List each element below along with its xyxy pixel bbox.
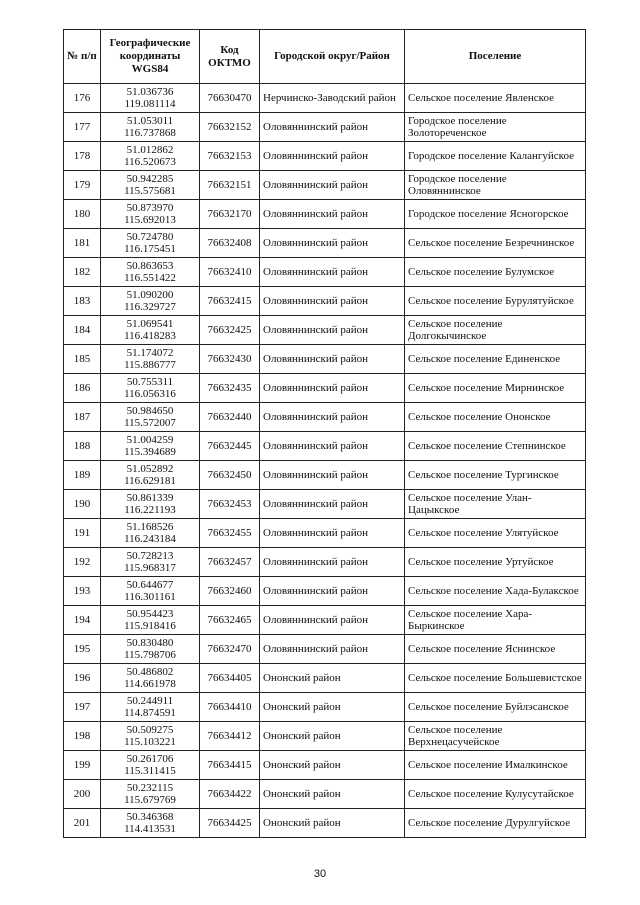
longitude: 115.394689 xyxy=(124,446,176,458)
row-settlement: Сельское поселение Буйлэсанское xyxy=(405,693,586,722)
row-oktmo-code: 76632153 xyxy=(200,142,260,171)
latitude: 50.984650 xyxy=(126,405,174,417)
row-number: 200 xyxy=(64,780,101,809)
row-oktmo-code: 76632465 xyxy=(200,606,260,635)
row-number: 186 xyxy=(64,374,101,403)
table-row xyxy=(64,461,586,490)
longitude: 115.575681 xyxy=(124,185,176,197)
longitude: 115.692013 xyxy=(124,214,176,226)
header-district: Городской округ/Район xyxy=(260,30,405,84)
row-coordinates xyxy=(101,113,200,142)
table-row xyxy=(64,287,586,316)
table-row xyxy=(64,606,586,635)
longitude: 116.221193 xyxy=(124,504,176,516)
row-district: Оловяннинский район xyxy=(260,374,405,403)
row-district: Оловяннинский район xyxy=(260,316,405,345)
longitude: 116.056316 xyxy=(124,388,176,400)
latitude: 51.052892 xyxy=(126,463,174,475)
row-number: 195 xyxy=(64,635,101,664)
table-row xyxy=(64,113,586,142)
table-row xyxy=(64,229,586,258)
row-district: Оловяннинский район xyxy=(260,345,405,374)
longitude: 116.243184 xyxy=(124,533,176,545)
settlements-table xyxy=(63,29,586,838)
table-row xyxy=(64,780,586,809)
row-oktmo-code: 76632460 xyxy=(200,577,260,606)
row-district: Ононский район xyxy=(260,722,405,751)
latitude: 50.755311 xyxy=(126,376,174,388)
row-coordinates xyxy=(101,519,200,548)
table-row xyxy=(64,809,586,838)
row-coordinates xyxy=(101,664,200,693)
table-row xyxy=(64,577,586,606)
longitude: 115.679769 xyxy=(124,794,176,806)
row-settlement: Сельское поселение Безречнинское xyxy=(405,229,586,258)
longitude: 116.175451 xyxy=(124,243,176,255)
table-row xyxy=(64,490,586,519)
table-row xyxy=(64,548,586,577)
row-number: 198 xyxy=(64,722,101,751)
row-coordinates xyxy=(101,142,200,171)
longitude: 116.329727 xyxy=(124,301,176,313)
row-coordinates xyxy=(101,577,200,606)
table-row xyxy=(64,432,586,461)
table-row xyxy=(64,200,586,229)
table-row xyxy=(64,374,586,403)
table-row xyxy=(64,345,586,374)
row-district: Оловяннинский район xyxy=(260,548,405,577)
row-settlement: Сельское поселение Ималкинское xyxy=(405,751,586,780)
row-oktmo-code: 76634405 xyxy=(200,664,260,693)
row-coordinates xyxy=(101,432,200,461)
longitude: 114.661978 xyxy=(124,678,176,690)
row-district: Оловяннинский район xyxy=(260,142,405,171)
row-settlement: Сельское поселение Ононское xyxy=(405,403,586,432)
row-district: Ононский район xyxy=(260,693,405,722)
table-row xyxy=(64,142,586,171)
row-district: Оловяннинский район xyxy=(260,229,405,258)
row-number: 182 xyxy=(64,258,101,287)
row-settlement: Сельское поселение Явленское xyxy=(405,84,586,113)
row-district: Оловяннинский район xyxy=(260,432,405,461)
row-district: Оловяннинский район xyxy=(260,287,405,316)
table-row xyxy=(64,171,586,200)
row-settlement: Сельское поселение Единенское xyxy=(405,345,586,374)
row-oktmo-code: 76632455 xyxy=(200,519,260,548)
row-number: 193 xyxy=(64,577,101,606)
longitude: 116.629181 xyxy=(124,475,176,487)
row-coordinates xyxy=(101,287,200,316)
table-row xyxy=(64,722,586,751)
row-coordinates xyxy=(101,809,200,838)
row-district: Оловяннинский район xyxy=(260,403,405,432)
latitude: 51.053011 xyxy=(126,115,174,127)
row-settlement: Сельское поселение Улан-Цацыкское xyxy=(405,490,586,519)
row-settlement: Сельское поселение Уртуйское xyxy=(405,548,586,577)
row-number: 201 xyxy=(64,809,101,838)
row-coordinates xyxy=(101,722,200,751)
row-coordinates xyxy=(101,635,200,664)
row-oktmo-code: 76634412 xyxy=(200,722,260,751)
latitude: 50.728213 xyxy=(126,550,174,562)
latitude: 51.012862 xyxy=(126,144,174,156)
row-oktmo-code: 76632435 xyxy=(200,374,260,403)
row-number: 178 xyxy=(64,142,101,171)
row-settlement: Городское поселение Калангуйское xyxy=(405,142,586,171)
row-district: Оловяннинский район xyxy=(260,258,405,287)
latitude: 50.232115 xyxy=(126,782,174,794)
table-body xyxy=(64,84,586,838)
latitude: 50.509275 xyxy=(126,724,174,736)
row-district: Оловяннинский район xyxy=(260,200,405,229)
table-row xyxy=(64,693,586,722)
table-row xyxy=(64,519,586,548)
row-settlement: Сельское поселение Бурулятуйское xyxy=(405,287,586,316)
row-oktmo-code: 76634415 xyxy=(200,751,260,780)
row-oktmo-code: 76632410 xyxy=(200,258,260,287)
row-number: 189 xyxy=(64,461,101,490)
row-settlement: Сельское поселение Верхнецасучейское xyxy=(405,722,586,751)
latitude: 50.261706 xyxy=(126,753,174,765)
row-settlement: Городское поселение Оловяннинское xyxy=(405,171,586,200)
longitude: 116.737868 xyxy=(124,127,176,139)
longitude: 116.551422 xyxy=(124,272,176,284)
latitude: 51.090200 xyxy=(126,289,174,301)
row-district: Нерчинско-Заводский район xyxy=(260,84,405,113)
row-number: 179 xyxy=(64,171,101,200)
row-oktmo-code: 76632425 xyxy=(200,316,260,345)
row-oktmo-code: 76632152 xyxy=(200,113,260,142)
longitude: 119.081114 xyxy=(124,98,176,110)
row-coordinates xyxy=(101,229,200,258)
row-coordinates xyxy=(101,548,200,577)
row-district: Оловяннинский район xyxy=(260,490,405,519)
latitude: 50.346368 xyxy=(126,811,174,823)
latitude: 50.724780 xyxy=(126,231,174,243)
row-oktmo-code: 76632430 xyxy=(200,345,260,374)
row-number: 180 xyxy=(64,200,101,229)
longitude: 115.572007 xyxy=(124,417,176,429)
row-coordinates xyxy=(101,606,200,635)
header-number: № п/п xyxy=(64,30,101,84)
longitude: 114.413531 xyxy=(124,823,176,835)
row-number: 199 xyxy=(64,751,101,780)
row-district: Оловяннинский район xyxy=(260,606,405,635)
latitude: 51.174072 xyxy=(126,347,174,359)
table-row xyxy=(64,316,586,345)
longitude: 115.886777 xyxy=(124,359,176,371)
longitude: 115.968317 xyxy=(124,562,176,574)
latitude: 50.644677 xyxy=(126,579,174,591)
row-coordinates xyxy=(101,200,200,229)
row-oktmo-code: 76632453 xyxy=(200,490,260,519)
row-number: 194 xyxy=(64,606,101,635)
longitude: 115.103221 xyxy=(124,736,176,748)
row-district: Ононский район xyxy=(260,809,405,838)
row-coordinates xyxy=(101,84,200,113)
longitude: 115.798706 xyxy=(124,649,176,661)
row-coordinates xyxy=(101,403,200,432)
longitude: 116.418283 xyxy=(124,330,176,342)
row-oktmo-code: 76632450 xyxy=(200,461,260,490)
latitude: 51.168526 xyxy=(126,521,174,533)
row-number: 196 xyxy=(64,664,101,693)
header-coordinates: Географические координаты WGS84 xyxy=(101,30,200,84)
row-settlement: Сельское поселение Хада-Булакское xyxy=(405,577,586,606)
latitude: 51.004259 xyxy=(126,434,174,446)
latitude: 50.863653 xyxy=(126,260,174,272)
row-coordinates xyxy=(101,171,200,200)
row-district: Оловяннинский район xyxy=(260,519,405,548)
longitude: 116.520673 xyxy=(124,156,176,168)
row-number: 188 xyxy=(64,432,101,461)
row-settlement: Городское поселение Золотореченское xyxy=(405,113,586,142)
row-settlement: Сельское поселение Хара-Быркинское xyxy=(405,606,586,635)
row-number: 191 xyxy=(64,519,101,548)
row-district: Ононский район xyxy=(260,751,405,780)
row-settlement: Сельское поселение Булумское xyxy=(405,258,586,287)
row-district: Ононский район xyxy=(260,664,405,693)
row-oktmo-code: 76632415 xyxy=(200,287,260,316)
row-coordinates xyxy=(101,461,200,490)
row-number: 177 xyxy=(64,113,101,142)
row-number: 192 xyxy=(64,548,101,577)
row-number: 183 xyxy=(64,287,101,316)
row-district: Оловяннинский район xyxy=(260,635,405,664)
row-oktmo-code: 76634422 xyxy=(200,780,260,809)
longitude: 115.311415 xyxy=(124,765,176,777)
table-header-row xyxy=(64,30,586,84)
row-settlement: Сельское поселение Кулусутайское xyxy=(405,780,586,809)
header-oktmo-code: Код ОКТМО xyxy=(200,30,260,84)
row-settlement: Сельское поселение Улятуйское xyxy=(405,519,586,548)
row-settlement: Сельское поселение Дурулгуйское xyxy=(405,809,586,838)
row-district: Оловяннинский район xyxy=(260,577,405,606)
row-oktmo-code: 76634425 xyxy=(200,809,260,838)
longitude: 115.918416 xyxy=(124,620,176,632)
row-coordinates xyxy=(101,258,200,287)
table-row xyxy=(64,258,586,287)
row-district: Оловяннинский район xyxy=(260,461,405,490)
table-row xyxy=(64,403,586,432)
row-coordinates xyxy=(101,316,200,345)
row-oktmo-code: 76632170 xyxy=(200,200,260,229)
latitude: 51.069541 xyxy=(126,318,174,330)
row-coordinates xyxy=(101,374,200,403)
table-row xyxy=(64,664,586,693)
row-settlement: Сельское поселение Степнинское xyxy=(405,432,586,461)
table-row xyxy=(64,751,586,780)
latitude: 50.830480 xyxy=(126,637,174,649)
page-number: 30 xyxy=(313,868,327,880)
row-oktmo-code: 76632151 xyxy=(200,171,260,200)
row-settlement: Городское поселение Ясногорское xyxy=(405,200,586,229)
row-settlement: Сельское поселение Тургинское xyxy=(405,461,586,490)
row-number: 185 xyxy=(64,345,101,374)
header-settlement: Поселение xyxy=(405,30,586,84)
latitude: 50.942285 xyxy=(126,173,174,185)
row-oktmo-code: 76632408 xyxy=(200,229,260,258)
longitude: 116.301161 xyxy=(124,591,176,603)
latitude: 50.486802 xyxy=(126,666,174,678)
row-settlement: Сельское поселение Большевистское xyxy=(405,664,586,693)
row-oktmo-code: 76632440 xyxy=(200,403,260,432)
row-oktmo-code: 76632457 xyxy=(200,548,260,577)
row-settlement: Сельское поселение Мирнинское xyxy=(405,374,586,403)
row-coordinates xyxy=(101,780,200,809)
latitude: 50.873970 xyxy=(126,202,174,214)
row-oktmo-code: 76632470 xyxy=(200,635,260,664)
latitude: 50.244911 xyxy=(126,695,174,707)
row-coordinates xyxy=(101,345,200,374)
row-settlement: Сельское поселение Долгокычинское xyxy=(405,316,586,345)
row-district: Ононский район xyxy=(260,780,405,809)
row-coordinates xyxy=(101,751,200,780)
row-oktmo-code: 76632445 xyxy=(200,432,260,461)
row-district: Оловяннинский район xyxy=(260,113,405,142)
row-oktmo-code: 76630470 xyxy=(200,84,260,113)
latitude: 50.861339 xyxy=(126,492,174,504)
row-settlement: Сельское поселение Яснинское xyxy=(405,635,586,664)
row-number: 176 xyxy=(64,84,101,113)
longitude: 114.874591 xyxy=(124,707,176,719)
row-oktmo-code: 76634410 xyxy=(200,693,260,722)
row-number: 190 xyxy=(64,490,101,519)
row-number: 181 xyxy=(64,229,101,258)
row-number: 187 xyxy=(64,403,101,432)
table-row xyxy=(64,635,586,664)
latitude: 51.036736 xyxy=(126,86,174,98)
row-number: 184 xyxy=(64,316,101,345)
row-coordinates xyxy=(101,490,200,519)
row-district: Оловяннинский район xyxy=(260,171,405,200)
row-coordinates xyxy=(101,693,200,722)
table-row xyxy=(64,84,586,113)
row-number: 197 xyxy=(64,693,101,722)
latitude: 50.954423 xyxy=(126,608,174,620)
